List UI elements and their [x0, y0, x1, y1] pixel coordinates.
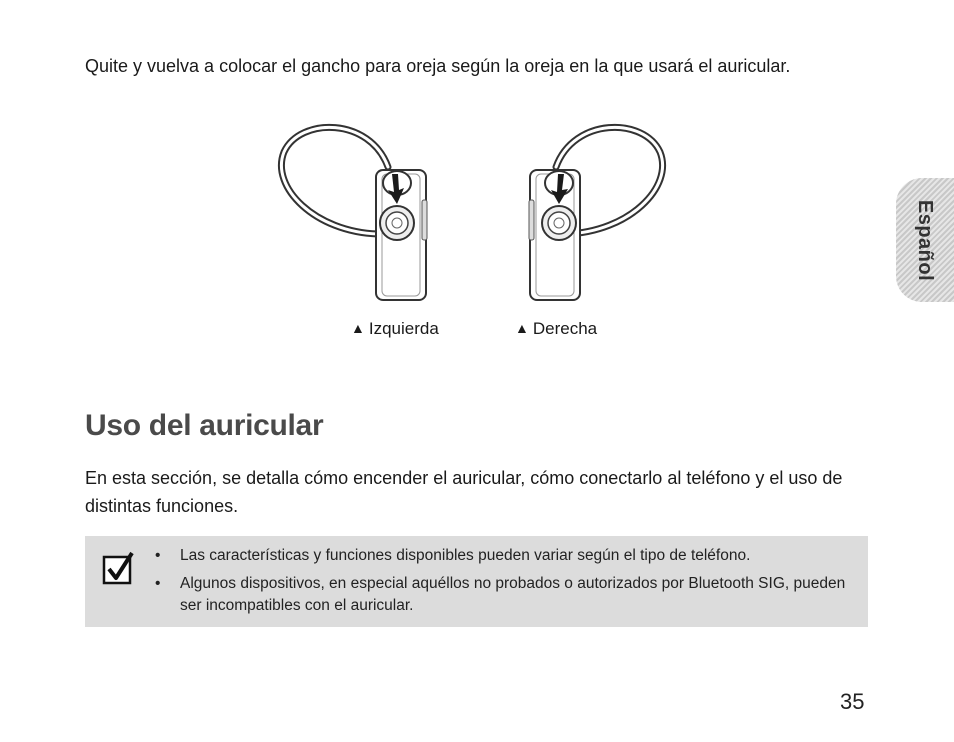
- section-title: Uso del auricular: [85, 409, 324, 442]
- left-caption: [351, 319, 439, 339]
- language-label: Español: [914, 199, 937, 281]
- bullet: •: [155, 547, 161, 564]
- note-item: [155, 573, 855, 617]
- right-caption: [515, 319, 597, 339]
- bullet: •: [155, 575, 161, 592]
- note-item: [155, 545, 855, 567]
- left-headset-icon: [281, 127, 427, 300]
- note-list: [155, 545, 855, 623]
- right-headset-icon: [529, 127, 663, 300]
- left-caption-label: Izquierda: [368, 319, 439, 338]
- triangle-icon: ▲: [515, 320, 529, 336]
- right-caption-label: Derecha: [532, 319, 598, 338]
- page-number: 35: [840, 689, 865, 714]
- note-box: [85, 536, 868, 627]
- checkbox-icon: [102, 551, 136, 585]
- earhook-illustration: [270, 112, 690, 312]
- intro-paragraph: Quite y vuelva a colocar el gancho para oreja según la oreja en la que usará el auricular.: [85, 56, 791, 76]
- triangle-icon: ▲: [351, 320, 365, 336]
- note-item-text: Las características y funciones disponibles pueden variar según el tipo de teléfono.: [180, 547, 751, 564]
- language-side-tab: [896, 178, 954, 302]
- note-item-text: Algunos dispositivos, en especial aquéllos no probados o autorizados por Bluetooth SIG, pueden ser incompatibles con el auricular.: [180, 575, 846, 614]
- section-body: En esta sección, se detalla cómo encender el auricular, cómo conectarlo al teléfono y el uso de distintas funciones.: [85, 468, 843, 516]
